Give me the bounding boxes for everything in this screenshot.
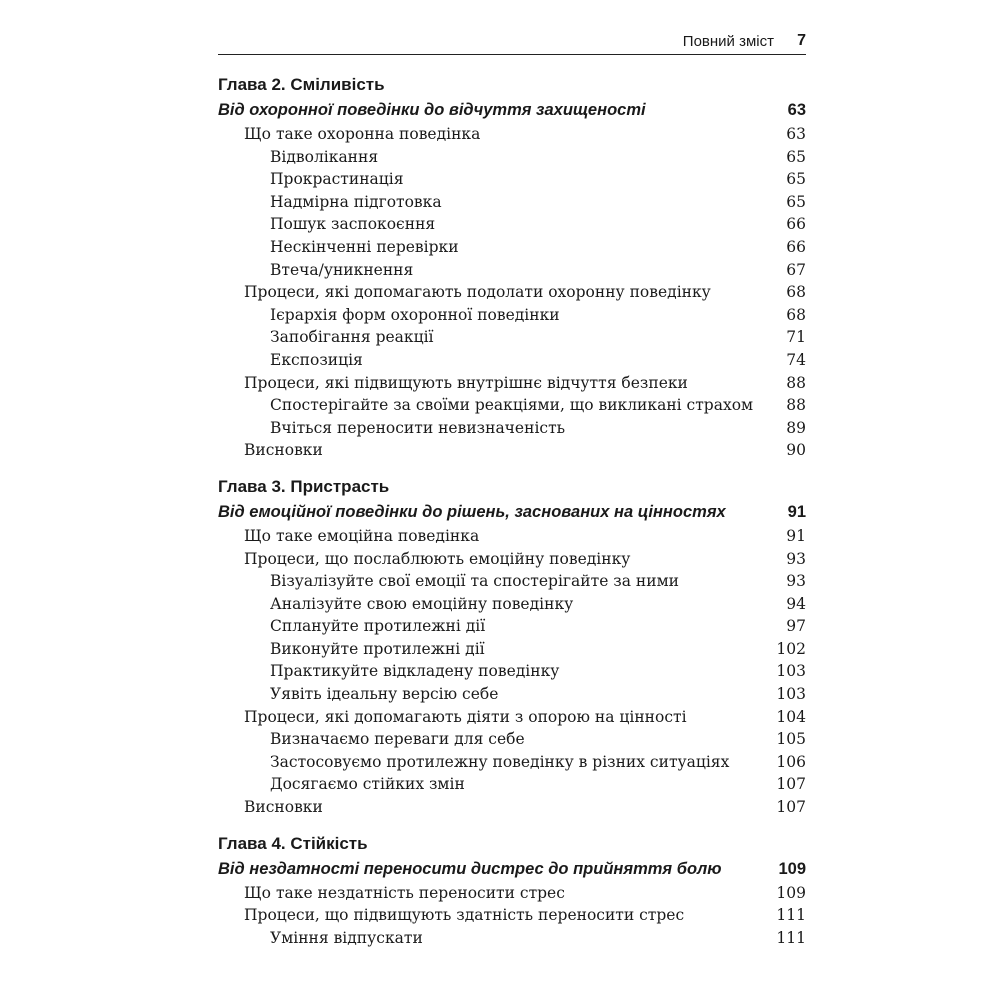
entry-title: Ієрархія форм охоронної поведінки — [270, 305, 560, 324]
toc-subsection-entry — [218, 570, 806, 593]
toc-section-entry — [218, 548, 806, 571]
chapter-subtitle: Від емоційної поведінки до рішень, заснованих на цінностях — [218, 502, 726, 521]
entry-title: Сплануйте протилежні дії — [270, 617, 486, 636]
entry-page-number: 94 — [786, 594, 806, 613]
toc-subsection-entry — [218, 213, 806, 236]
chapter-title: Глава 3. Пристрасть — [218, 476, 390, 496]
toc-section-entry — [218, 123, 806, 146]
entry-title: Визначаємо переваги для себе — [270, 730, 525, 749]
entry-page-number: 67 — [786, 260, 806, 279]
entry-page-number: 104 — [776, 707, 806, 726]
entry-page-number: 65 — [786, 192, 806, 211]
toc-section-entry — [218, 525, 806, 548]
entry-title: Процеси, що послаблюють емоційну поведінку — [244, 549, 631, 568]
entry-title: Висновки — [244, 441, 323, 460]
entry-page-number: 109 — [776, 883, 806, 902]
toc-subsection-entry — [218, 773, 806, 796]
entry-page-number: 88 — [786, 373, 806, 392]
toc-subsection-entry — [218, 417, 806, 440]
chapter-subtitle-row — [218, 98, 806, 123]
entry-page-number: 111 — [776, 928, 806, 947]
entry-title: Експозиція — [270, 350, 363, 369]
entry-page-number: 93 — [786, 549, 806, 568]
entry-page-number: 105 — [776, 730, 806, 749]
table-of-contents — [218, 72, 806, 961]
chapter-subtitle-page: 109 — [778, 859, 806, 878]
entry-page-number: 93 — [786, 572, 806, 591]
chapter-subtitle-row — [218, 857, 806, 882]
entry-title: Спостерігайте за своїми реакціями, що викликані страхом — [270, 396, 754, 415]
entry-title: Візуалізуйте свої емоції та спостерігайте за ними — [270, 572, 679, 591]
entry-title: Процеси, які допомагають діяти з опорою на цінності — [244, 707, 687, 726]
toc-section-entry — [218, 882, 806, 905]
entry-page-number: 103 — [776, 685, 806, 704]
entry-title: Що таке нездатність переносити стрес — [244, 883, 565, 902]
entry-title: Виконуйте протилежні дії — [270, 639, 485, 658]
toc-section-entry — [218, 904, 806, 927]
running-header — [218, 30, 806, 55]
entry-title: Що таке охоронна поведінка — [244, 125, 481, 143]
entry-title: Що таке емоційна поведінка — [244, 526, 480, 545]
entry-title: Практикуйте відкладену поведінку — [270, 662, 560, 681]
toc-subsection-entry — [218, 191, 806, 214]
chapter-section — [218, 72, 806, 462]
chapter-subtitle-page: 91 — [787, 502, 806, 521]
toc-subsection-entry — [218, 304, 806, 327]
entry-page-number: 66 — [786, 237, 806, 256]
entry-page-number: 103 — [776, 662, 806, 681]
chapter-subtitle: Від нездатності переносити дистрес до прийняття болю — [218, 859, 722, 878]
entry-title: Надмірна підготовка — [270, 192, 442, 211]
entry-title: Процеси, що підвищують здатність переносити стрес — [244, 906, 685, 925]
entry-page-number: 107 — [776, 775, 806, 794]
entry-page-number: 88 — [786, 396, 806, 415]
entry-page-number: 65 — [786, 147, 806, 166]
entry-page-number: 71 — [786, 328, 806, 347]
chapter-section — [218, 474, 806, 819]
toc-section-entry — [218, 706, 806, 729]
toc-section-entry — [218, 796, 806, 819]
entry-page-number: 111 — [776, 906, 806, 925]
entry-page-number: 68 — [786, 283, 806, 302]
chapter-subtitle-page: 63 — [787, 101, 806, 119]
entry-page-number: 91 — [786, 526, 806, 545]
toc-subsection-entry — [218, 394, 806, 417]
toc-subsection-entry — [218, 728, 806, 751]
toc-subsection-entry — [218, 326, 806, 349]
entry-title: Досягаємо стійких змін — [270, 775, 465, 794]
toc-subsection-entry — [218, 927, 806, 950]
entry-page-number: 107 — [776, 798, 806, 817]
entry-page-number: 106 — [776, 752, 806, 771]
entry-page-number: 74 — [786, 350, 806, 369]
entry-page-number: 97 — [786, 617, 806, 636]
toc-subsection-entry — [218, 236, 806, 259]
entry-page-number: 66 — [786, 215, 806, 234]
entry-page-number: 90 — [786, 441, 806, 460]
toc-subsection-entry — [218, 751, 806, 774]
entry-page-number: 63 — [786, 125, 806, 143]
toc-subsection-entry — [218, 168, 806, 191]
toc-section-entry — [218, 281, 806, 304]
entry-page-number: 89 — [786, 418, 806, 437]
entry-title: Втеча/уникнення — [270, 260, 414, 279]
toc-subsection-entry — [218, 615, 806, 638]
toc-section-entry — [218, 439, 806, 462]
entry-title: Запобігання реакції — [270, 328, 434, 347]
entry-title: Висновки — [244, 798, 323, 817]
entry-title: Застосовуємо протилежну поведінку в різних ситуаціях — [270, 752, 730, 771]
toc-subsection-entry — [218, 259, 806, 282]
toc-section-entry — [218, 372, 806, 395]
entry-title: Відволікання — [270, 147, 379, 166]
entry-title: Уміння відпускати — [270, 928, 423, 947]
entry-title: Пошук заспокоєння — [270, 215, 436, 234]
toc-subsection-entry — [218, 660, 806, 683]
entry-page-number: 65 — [786, 170, 806, 189]
chapter-section — [218, 831, 806, 950]
chapter-title: Глава 2. Сміливість — [218, 75, 385, 94]
toc-subsection-entry — [218, 593, 806, 616]
entry-title: Прокрастинація — [270, 170, 404, 189]
entry-title: Процеси, які допомагають подолати охоронну поведінку — [244, 283, 711, 302]
page-number: 7 — [797, 32, 806, 49]
entry-page-number: 102 — [776, 639, 806, 658]
toc-subsection-entry — [218, 683, 806, 706]
toc-subsection-entry — [218, 146, 806, 169]
entry-title: Нескінченні перевірки — [270, 237, 459, 256]
entry-title: Процеси, які підвищують внутрішнє відчуття безпеки — [244, 373, 688, 392]
entry-page-number: 68 — [786, 305, 806, 324]
chapter-title: Глава 4. Стійкість — [218, 833, 368, 853]
toc-subsection-entry — [218, 349, 806, 372]
entry-title: Вчіться переносити невизначеність — [270, 418, 566, 437]
chapter-subtitle-row — [218, 500, 806, 525]
entry-title: Уявіть ідеальну версію себе — [270, 685, 499, 704]
running-header-title: Повний зміст — [682, 33, 774, 50]
chapter-subtitle: Від охоронної поведінки до відчуття захищеності — [218, 101, 646, 119]
toc-subsection-entry — [218, 638, 806, 661]
entry-title: Аналізуйте свою емоційну поведінку — [270, 594, 574, 613]
